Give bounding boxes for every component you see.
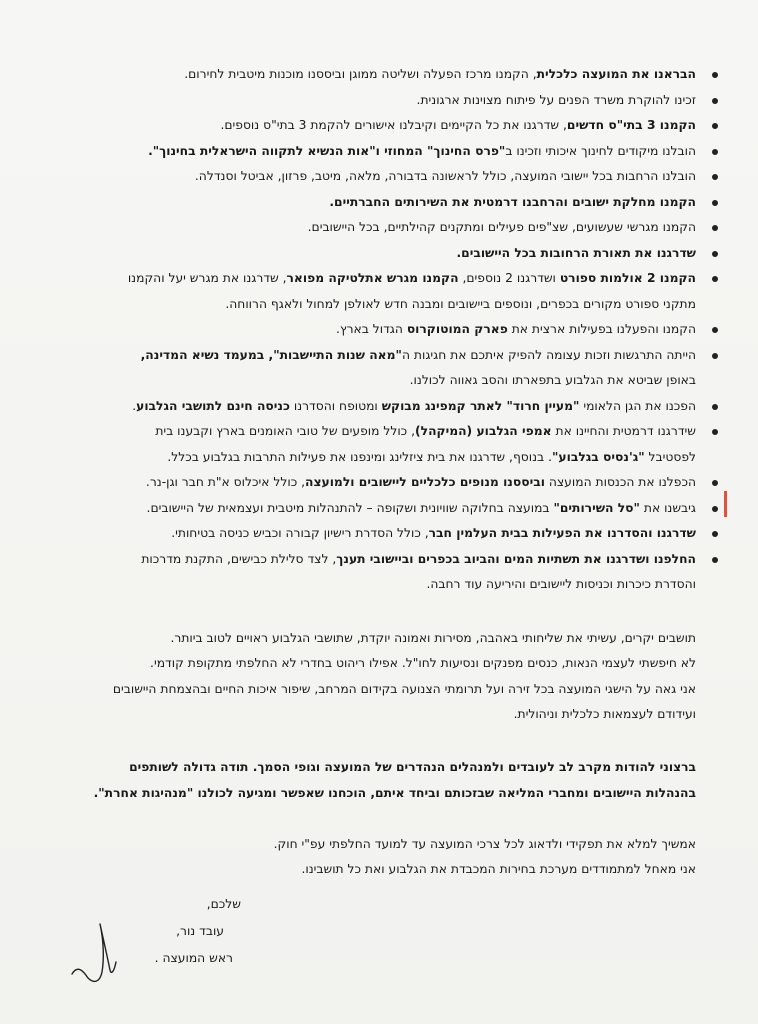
list-item: [56, 394, 696, 420]
bullet-dot: [712, 174, 718, 180]
bullet-dot: [712, 404, 718, 410]
thanks-line: ברצוני להודות מקרב לב לעובדים ולמנהלים הנהדרים של המועצה וגופי הסמך. תודה גדולה לשותפים: [129, 759, 696, 774]
list-item-text: שדרגנו את תאורת הרחובות בכל היישובים.: [456, 245, 696, 260]
margin-mark: [724, 491, 727, 517]
bullet-dot: [712, 557, 718, 563]
list-item: [56, 292, 696, 318]
list-item: [56, 317, 696, 343]
list-item: [56, 113, 696, 139]
bullet-dot: [712, 353, 718, 359]
bullet-dot: [712, 327, 718, 333]
bullet-dot: [712, 276, 718, 282]
list-item: [56, 521, 696, 547]
bullet-dot: [712, 251, 718, 257]
bullet-dot: [712, 480, 718, 486]
list-item-text: הפכנו את הגן הלאומי: [579, 398, 696, 413]
bullet-dot: [712, 200, 718, 206]
greeting-text: שלכם,: [206, 896, 241, 911]
list-item-text: כניסה חינם לתושבי הגלבוע: [136, 398, 290, 413]
list-item-text: . בנוסף, שדרגנו את בית ציזלינג ומינפנו את פעילות התרבות בגלבוע בכלל.: [167, 449, 552, 464]
closing-paragraph: [56, 832, 696, 883]
list-item: [56, 190, 696, 216]
list-item-text: הקמנו 3 בתי"ס חדשים: [566, 118, 696, 132]
list-item-text: אמפי הגלבוע (המיקהל): [415, 424, 552, 438]
list-item: [56, 241, 696, 267]
list-item-text: הובלנו מיקודים לחינוך איכותי וזכינו ב: [505, 143, 696, 158]
list-item: [56, 215, 696, 241]
signature-scribble: [64, 912, 134, 992]
paragraph-line: אני גאה על הישגי המועצה בכל זירה ועל תרומתי הצנועה בקידום המרחב, שיפור איכות החיים ובהצמחת היישובים: [112, 681, 696, 696]
paragraph-line: תושבים יקרים, עשיתי את שליחותי באהבה, מסירות ואמונה יוקדת, שתושבי הגלבוע ראויים לטוב ביותר.: [170, 630, 696, 645]
closing-line: אני מאחל למתמודדים מערכת בחירות המכבדת את הגלבוע ואת כל תושבינו.: [301, 862, 696, 876]
list-item: [56, 419, 696, 445]
letter-body: [56, 62, 696, 972]
list-item-text: ומטופח והסדרנו: [289, 398, 382, 413]
signer-title: ראש המועצה .: [154, 950, 233, 965]
list-item-text: הייתה התרגשות וזכות עצומה להפיק איתכם את חגיגות ה: [401, 347, 696, 362]
list-item-text: הקמנו 2 אולמות ספורט: [559, 271, 696, 285]
list-item: [56, 164, 696, 190]
bullet-dot: [712, 429, 718, 435]
list-item-text: הבראנו את המועצה כלכלית: [536, 67, 696, 81]
list-item: [56, 496, 696, 522]
list-item-text: הובלנו הרחבות בכל יישובי המועצה, כולל לראשונה בדבורה, מלאה, מיטב, פרזון, אביטל וסנדלה.: [194, 169, 696, 183]
list-item-text: ושדרגנו 2 נוספים,: [458, 271, 560, 285]
list-item-text: גיבשנו את: [639, 500, 696, 515]
bullet-dot: [712, 149, 718, 155]
list-item-text: והסדרת כיכרות וכניסות ליישובים והיריעה עוד רחבה.: [426, 577, 696, 591]
list-item-text: "ג'נסיס בגלבוע": [552, 449, 645, 464]
paragraph-line: ועידודם לעצמאות כלכלית וניהולית.: [513, 707, 696, 721]
list-item: [56, 368, 696, 394]
personal-paragraph: [56, 626, 696, 728]
list-item-text: , הקמנו מרכז הפעלה ושליטה ממוגן וביססנו מוכנות מיטבית לחירום.: [184, 67, 537, 81]
list-item-text: הכפלנו את הכנסות המועצה: [544, 475, 696, 489]
paragraph-line: לא חיפשתי לעצמי הנאות, כנסים מפנקים ונסיעות לחו"ל. אפילו ריהוט בחדרי לא החלפתי מתקופת קודמי.: [150, 656, 696, 670]
list-item-text: החלפנו ושדרגנו את תשתיות המים והביוב בכפרים וביישובי תענך: [336, 551, 696, 566]
achievements-list: [56, 62, 696, 598]
thanks-line: בהנהלות היישובים ומחברי המליאה שבזכותם וביחד איתם, הוכחנו שאפשר ומגיעה לכולנו "מנהיגות אחרת".: [93, 785, 696, 800]
list-item-text: הקמנו והפעלנו בפעילות ארצית את: [507, 322, 696, 336]
list-item-text: הקמנו מגרש אתלטיקה מפואר: [286, 271, 459, 285]
list-item-text: , שדרגנו את מגרש יעל והקמנו: [127, 271, 287, 285]
list-item-text: במועצה בחלוקה שוויונית ושקופה – להתנהלות מיטבית ועצמאית של היישובים.: [146, 500, 554, 515]
list-item: [56, 88, 696, 114]
bullet-dot: [712, 123, 718, 129]
bullet-dot: [712, 506, 718, 512]
list-item: [56, 62, 696, 88]
list-item: [56, 266, 696, 292]
list-item-text: לפסטיבל: [644, 449, 696, 464]
list-item-text: מתקני ספורט מקורים בכפרים, ונוספים ביישובים ומבנה חדש לאולפן למחול ולאגף הרווחה.: [225, 296, 696, 311]
list-item-text: הקמנו מחלקת ישובים והרחבנו דרמטית את השירותים החברתיים.: [329, 194, 696, 209]
list-item: [56, 572, 696, 598]
signer-name: עובד נור,: [176, 923, 224, 938]
list-item-text: .: [132, 398, 137, 413]
list-item-text: , שדרגנו את כל הקיימים וקיבלנו אישורים להקמת 3 בתי"ס נוספים.: [220, 118, 567, 132]
list-item-text: פארק המוטוקרוס: [406, 322, 508, 336]
bullet-dot: [712, 531, 718, 537]
bullet-dot: [712, 98, 718, 104]
list-item-text: זכינו להוקרת משרד הפנים על פיתוח מצוינות ארגונית.: [416, 92, 696, 107]
thanks-paragraph: [56, 754, 696, 806]
list-item-text: "מאה שנות התיישבות", במעמד נשיא המדינה,: [140, 347, 402, 362]
signoff-block: [56, 891, 696, 972]
list-item: [56, 139, 696, 165]
list-item: [56, 343, 696, 369]
list-item-text: וביססנו מנופים כלכליים ליישובים ולמועצה: [305, 475, 545, 489]
list-item: [56, 445, 696, 471]
signature-image: [64, 912, 134, 992]
list-item: [56, 470, 696, 496]
list-item-text: הגדול בארץ.: [336, 322, 407, 336]
bullet-dot: [712, 225, 718, 231]
list-item-text: , כולל איכלוס א"ת חבר וגן-נר.: [145, 475, 306, 489]
list-item-text: , לצד סלילת כבישים, התקנת מדרכות: [141, 551, 337, 566]
list-item-text: שדרגנו והסדרנו את הפעילות בבית העלמין חבר: [428, 526, 696, 540]
bullet-dot: [712, 72, 718, 78]
list-item-text: , כולל הסדרת רישיון קבורה וכביש כניסה בטיחותי.: [171, 526, 429, 540]
list-item-text: "סל השירותים": [553, 500, 640, 515]
list-item-text: הקמנו מגרשי שעשועים, שצ"פים פעילים ומתקנים קהילתיים, בכל היישובים.: [307, 220, 696, 234]
list-item-text: באופן שביטא את הגלבוע בתפארתו והסב גאווה לכולנו.: [409, 373, 696, 387]
list-item-text: , כולל מופעים של טובי האומנים בארץ וקבענו בית: [155, 424, 416, 438]
list-item-text: "פרס החינוך" המחוזי ו"אות הנשיא לתקווה הישראלית בחינוך".: [148, 143, 506, 158]
list-item: [56, 547, 696, 573]
list-item-text: שידרגנו דרמטית והחיינו את: [551, 424, 696, 438]
closing-line: אמשיך למלא את תפקידי ולדאוג לכל צרכי המועצה עד למועד החלפתי עפ"י חוק.: [273, 836, 696, 851]
list-item-text: "מעיין חרוד" לאתר קמפינג מבוקש: [381, 398, 580, 413]
